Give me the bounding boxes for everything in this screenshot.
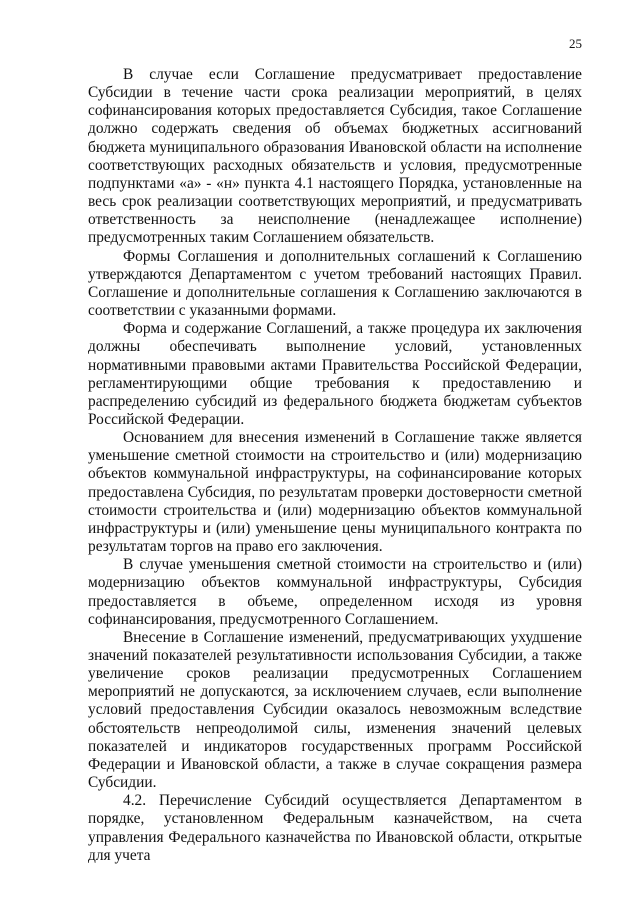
paragraph-amendment-grounds: Основанием для внесения изменений в Соглашение также является уменьшение сметной стоимости на строительство и (или) модернизацию объектов коммунальной инфраструктуры, на софинансирование которых предоставлена Субсидия, по результатам проверки достоверности сметной стоимости строительства и (или) модернизацию объектов коммунальной инфраструктуры и (или) уменьшение цены муниципального контракта по результатам торгов на право его заключения. bbox=[88, 429, 582, 556]
page-number: 25 bbox=[569, 36, 582, 51]
document-body bbox=[88, 66, 582, 865]
paragraph-transfer-procedure: 4.2. Перечисление Субсидий осуществляется Департаментом в порядке, установленном Федеральным казначейством, на счета управления Федерального казначейства по Ивановской области, открытые для учета bbox=[88, 792, 582, 864]
paragraph-agreement-forms: Формы Соглашения и дополнительных соглашений к Соглашению утверждаются Департаментом с учетом требований настоящих Правил. Соглашение и дополнительные соглашения к Соглашению заключаются в соответствии с указанными формами. bbox=[88, 247, 582, 320]
paragraph-agreement-content: Форма и содержание Соглашений, а также процедура их заключения должны обеспечивать выполнение условий, установленных нормативными правовыми актами Правительства Российской Федерации, регламентирующими общие требования к предоставлению и распределению субсидий из федерального бюджета бюджетам субъектов Российской Федерации. bbox=[88, 320, 582, 428]
paragraph-amendment-restrictions: Внесение в Соглашение изменений, предусматривающих ухудшение значений показателей результативности использования Субсидии, а также увеличение сроков реализации предусмотренных Соглашением мероприятий не допускаются, за исключением случаев, если выполнение условий предоставления Субсидии оказалось невозможным вследствие обстоятельств непреодолимой силы, изменения значений целевых показателей и индикаторов государственных программ Российской Федерации и Ивановской области, а также в случае сокращения размера Субсидии. bbox=[88, 628, 582, 792]
paragraph-cost-reduction: В случае уменьшения сметной стоимости на строительство и (или) модернизацию объектов коммунальной инфраструктуры, Субсидия предоставляется в объеме, определенном исходя из уровня софинансирования, предусмотренного Соглашением. bbox=[88, 556, 582, 628]
paragraph-subsidy-period: В случае если Соглашение предусматривает предоставление Субсидии в течение части срока реализации мероприятий, в целях софинансирования которых предоставляется Субсидия, такое Соглашение должно содержать сведения об объемах бюджетных ассигнований бюджета муниципального образования Ивановской области на исполнение соответствующих расходных обязательств и условия, предусмотренные подпунктами «а» - «н» пункта 4.1 настоящего Порядка, установленные на весь срок реализации соответствующих мероприятий, и предусматривать ответственность за неисполнение (ненадлежащее исполнение) предусмотренных таким Соглашением обязательств. bbox=[88, 66, 582, 247]
